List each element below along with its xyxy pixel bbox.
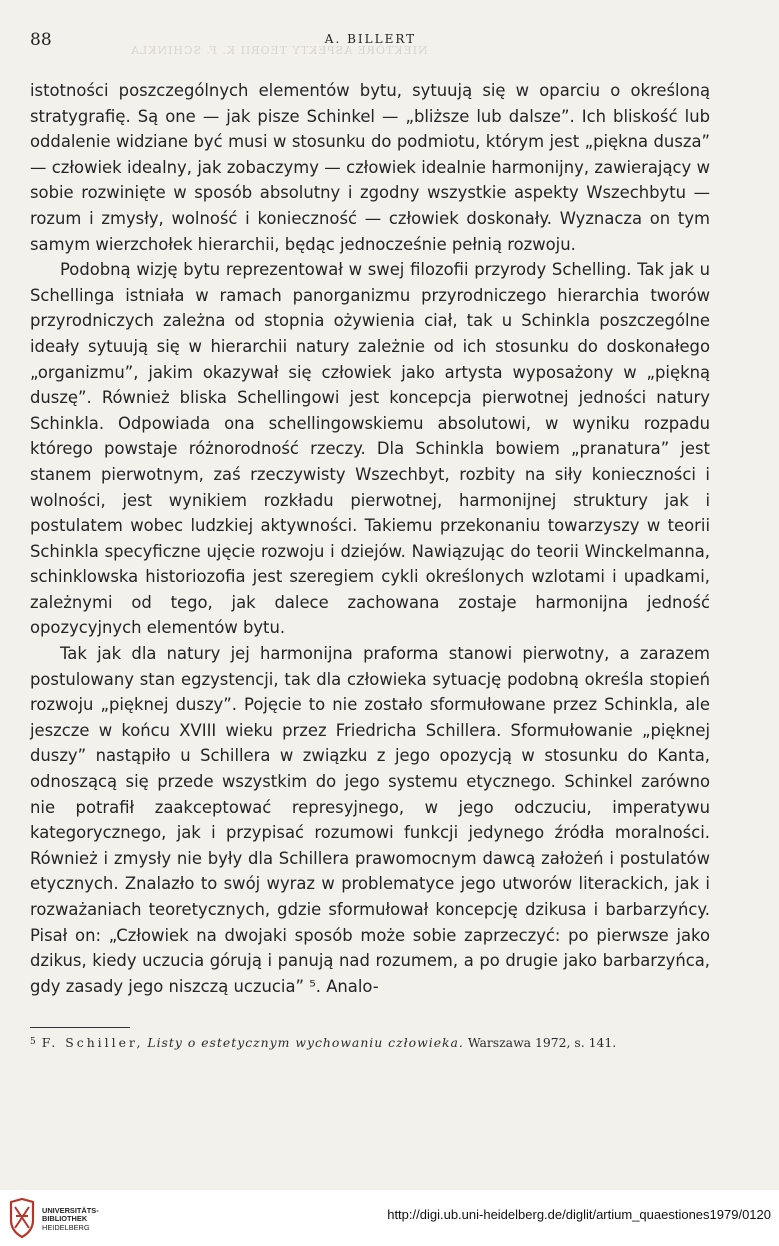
paragraph-1: istotności poszczególnych elementów bytu, sytuują się w oparciu o określoną stratygrafię. Są one — jak pisze Schinkel — „bliższe lub dalsze”. Ich bliskość lub oddalenie widziane być musi w stosunku do podmiotu, którym jest „piękna dusza” — człowiek idealny, jak zobaczymy — człowiek idealnie harmonijny, zawierający w sobie rozwinięte w sposób absolutny i zgodny wszystkie aspekty Wszechbytu — rozum i zmysły, wolność i konieczność — człowiek doskonały. Wyznacza on tym samym wierzchołek hierarchii, będąc jednocześnie pełnią rozwoju. — [30, 81, 710, 254]
footnote-title: Listy o estetycznym wychowaniu człowieka. — [147, 1035, 464, 1050]
logo-line-2: BIBLIOTHEK — [42, 1214, 88, 1224]
paragraph-2: Podobną wizję bytu reprezentował w swej filozofii przyrody Schelling. Tak jak u Schellinga istniała w ramach panorganizmu przyrodniczego hierarchia tworów przyrodniczych zależna od stopnia ożywienia ciał, tak u Schinkla poszczególne ideały sytuują się w hierarchii natury zależnie od ich stosunku do doskonałego „organizmu”, jakim okazywał się człowiek jako artysta wyposażony w „piękną duszę”. Również bliska Schellingowi jest koncepcja pierwotnej jedności natury Schinkla. Odpowiada ona schellingowskiemu absolutowi, w wyniku rozpadu którego powstaje różnorodność rzeczy. Dla Schinkla bowiem „pranatura” jest stanem pierwotnym, zaś rzeczywisty Wszechbyt, rozbity na siły konieczności i wolności, jest wynikiem rozkładu pierwotnej, harmonijnej struktury jak i postulatem wobec ludzkiej aktywności. Takiemu przekonaniu towarzyszy w teorii Schinkla specyficzne ujęcie rozwoju i dziejów. Nawiązując do teorii Winckelmanna, schinklowska historiozofia jest szeregiem cykli określonych wzlotami i upadkami, zależnymi od tego, jak dalece zachowana zostaje harmonijna jedność opozycyjnych elementów bytu. — [30, 260, 710, 638]
body-text — [30, 78, 710, 999]
footnote-author: F. Schiller, — [41, 1035, 144, 1050]
page-header — [30, 30, 711, 52]
library-logo-text — [42, 1207, 99, 1232]
footer-bar — [0, 1190, 779, 1246]
logo-line-1: UNIVERSITÄTS- — [42, 1206, 99, 1215]
logo-line-3: HEIDELBERG — [42, 1222, 90, 1232]
library-logo[interactable] — [8, 1198, 108, 1238]
running-head: A. BILLERT — [324, 32, 417, 46]
library-logo-icon — [8, 1198, 36, 1238]
bleed-through-text: NIEKTÓRE ASPEKTY TEORII K. F. SCHINKLA — [130, 44, 428, 57]
footnote-number: 5 — [30, 1037, 36, 1047]
footnote-publication: Warszawa 1972, s. 141. — [467, 1035, 617, 1050]
page-number: 88 — [30, 30, 52, 50]
footnote — [30, 1031, 710, 1054]
paragraph-3: Tak jak dla natury jej harmonijna praforma stanowi pierwotny, a zarazem postulowany stan egzystencji, tak dla człowieka sytuację podobną określa stopień rozwoju „pięknej duszy”. Pojęcie to nie zostało sformułowane przez Schinkla, ale jeszcze w końcu XVIII wieku przez Friedricha Schillera. Sformułowanie „pięknej duszy” nastąpiło u Schillera w związku z jego opozycją w stosunku do Kanta, odnoszącą się przede wszystkim do jego systemu etycznego. Schinkel zarówno nie potrafił zaakceptować represyjnego, w jego odczuciu, imperatywu kategorycznego, jak i przypisać rozumowi funkcji jedynego źródła moralności. Również i zmysły nie były dla Schillera prawomocnym dawcą założeń i postulatów etycznych. Znalazło to swój wyraz w problematyce jego utworów literackich, jak i rozważaniach teoretycznych, gdzie sformułował koncepcję dzikusa i barbarzyńcy. Pisał on: „Człowiek na dwojaki sposób może sobie zaprzeczyć: po pierwsze jako dzikus, kiedy uczucia górują i panują nad rozumem, a po drugie jako barbarzyńca, gdy zasady jego niszczą uczucia” ⁵. Analo- — [30, 644, 710, 996]
source-url[interactable]: http://digi.ub.uni-heidelberg.de/diglit/artium_quaestiones1979/0120 — [387, 1207, 771, 1222]
footnote-rule — [30, 1027, 130, 1028]
